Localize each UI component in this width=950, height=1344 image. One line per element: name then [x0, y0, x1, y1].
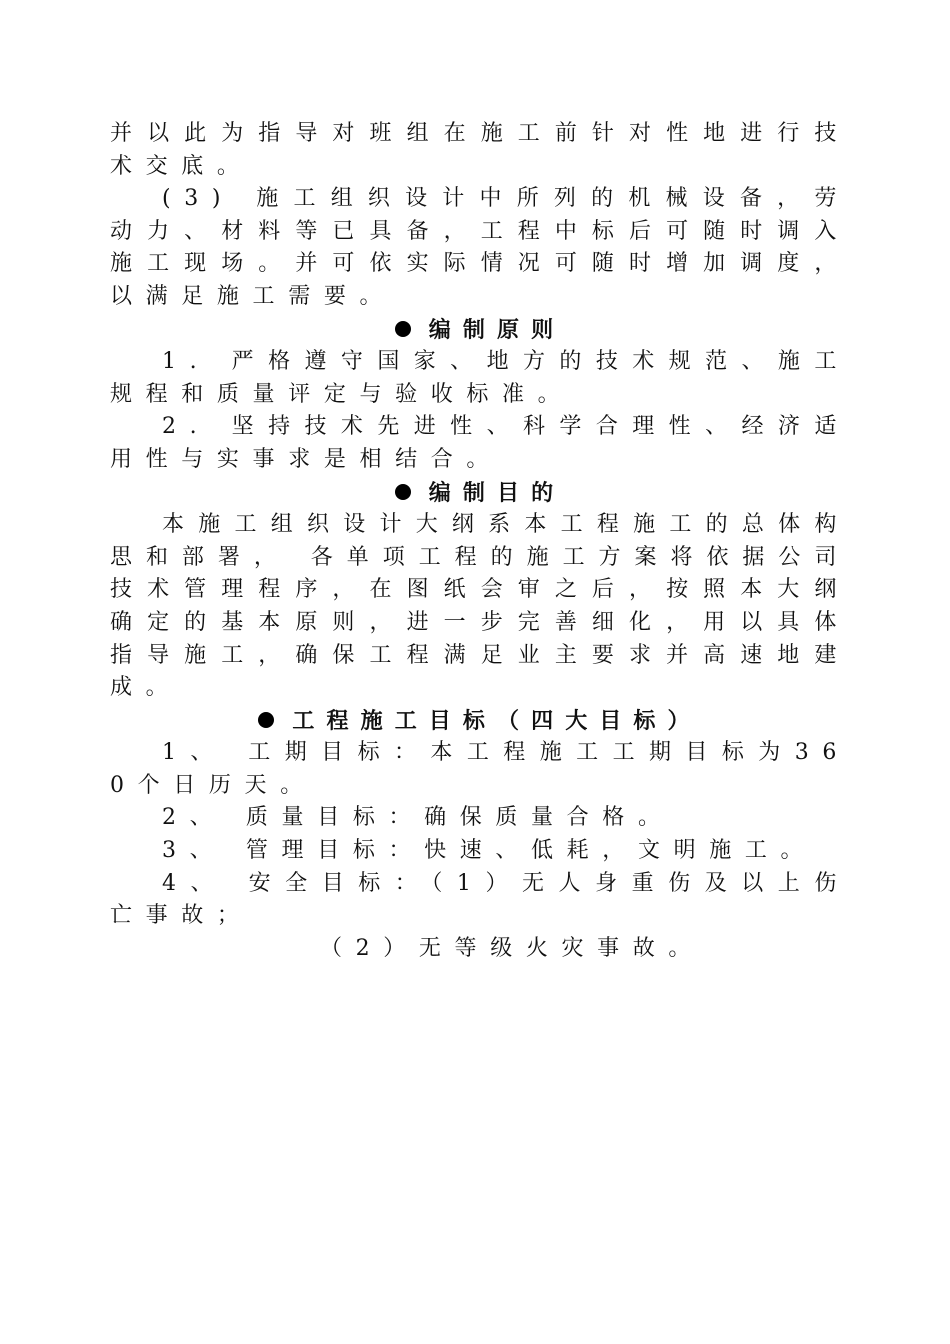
document-page: [110, 118, 850, 965]
goal-item-3: 3、 管理目标：快速、低耗，文明施工。: [162, 838, 817, 864]
goal-item-2: 2、 质量目标：确保质量合格。: [162, 805, 674, 831]
goal-item-4-sub: （2）无等级火灾事故。: [320, 935, 705, 961]
bullet-icon: [395, 321, 411, 337]
section-heading-principles: [110, 314, 850, 347]
heading-text: 编制目的: [428, 479, 566, 506]
bullet-icon: [258, 712, 274, 728]
intro-paragraph-2: (3) 施工组织设计中所列的机械设备，劳动力、材料等已具备，工程中标后可随时调入施工现场。并可依实际情况可随时增加调度，以满足施工需要。: [110, 186, 850, 309]
principle-item-1: 1. 严格遵守国家、地方的技术规范、施工规程和质量评定与验收标准。: [110, 349, 850, 407]
section-heading-purpose: [110, 477, 850, 510]
goal-item-4: 4、 安全目标：（1）无人身重伤及以上伤亡事故；: [110, 870, 850, 929]
bullet-icon: [395, 484, 411, 500]
heading-text: 编制原则: [428, 316, 566, 343]
purpose-paragraph: 本施工组织设计大纲系本工程施工的总体构思和部署， 各单项工程的施工方案将依据公司技术管理程序，在图纸会审之后，按照本大纲确定的基本原则，进一步完善细化，用以具体指导施工，确保工程满足业主要求并高速地建成。: [110, 512, 850, 701]
goal-item-1: 1、 工期目标：本工程施工工期目标为360个日历天。: [110, 740, 850, 798]
intro-paragraph-1: 并以此为指导对班组在施工前针对性地进行技术交底。: [110, 121, 850, 179]
heading-text: 工程施工目标（四大目标）: [292, 707, 702, 734]
section-heading-goals: [110, 705, 850, 738]
principle-item-2: 2. 坚持技术先进性、科学合理性、经济适用性与实事求是相结合。: [110, 414, 850, 472]
